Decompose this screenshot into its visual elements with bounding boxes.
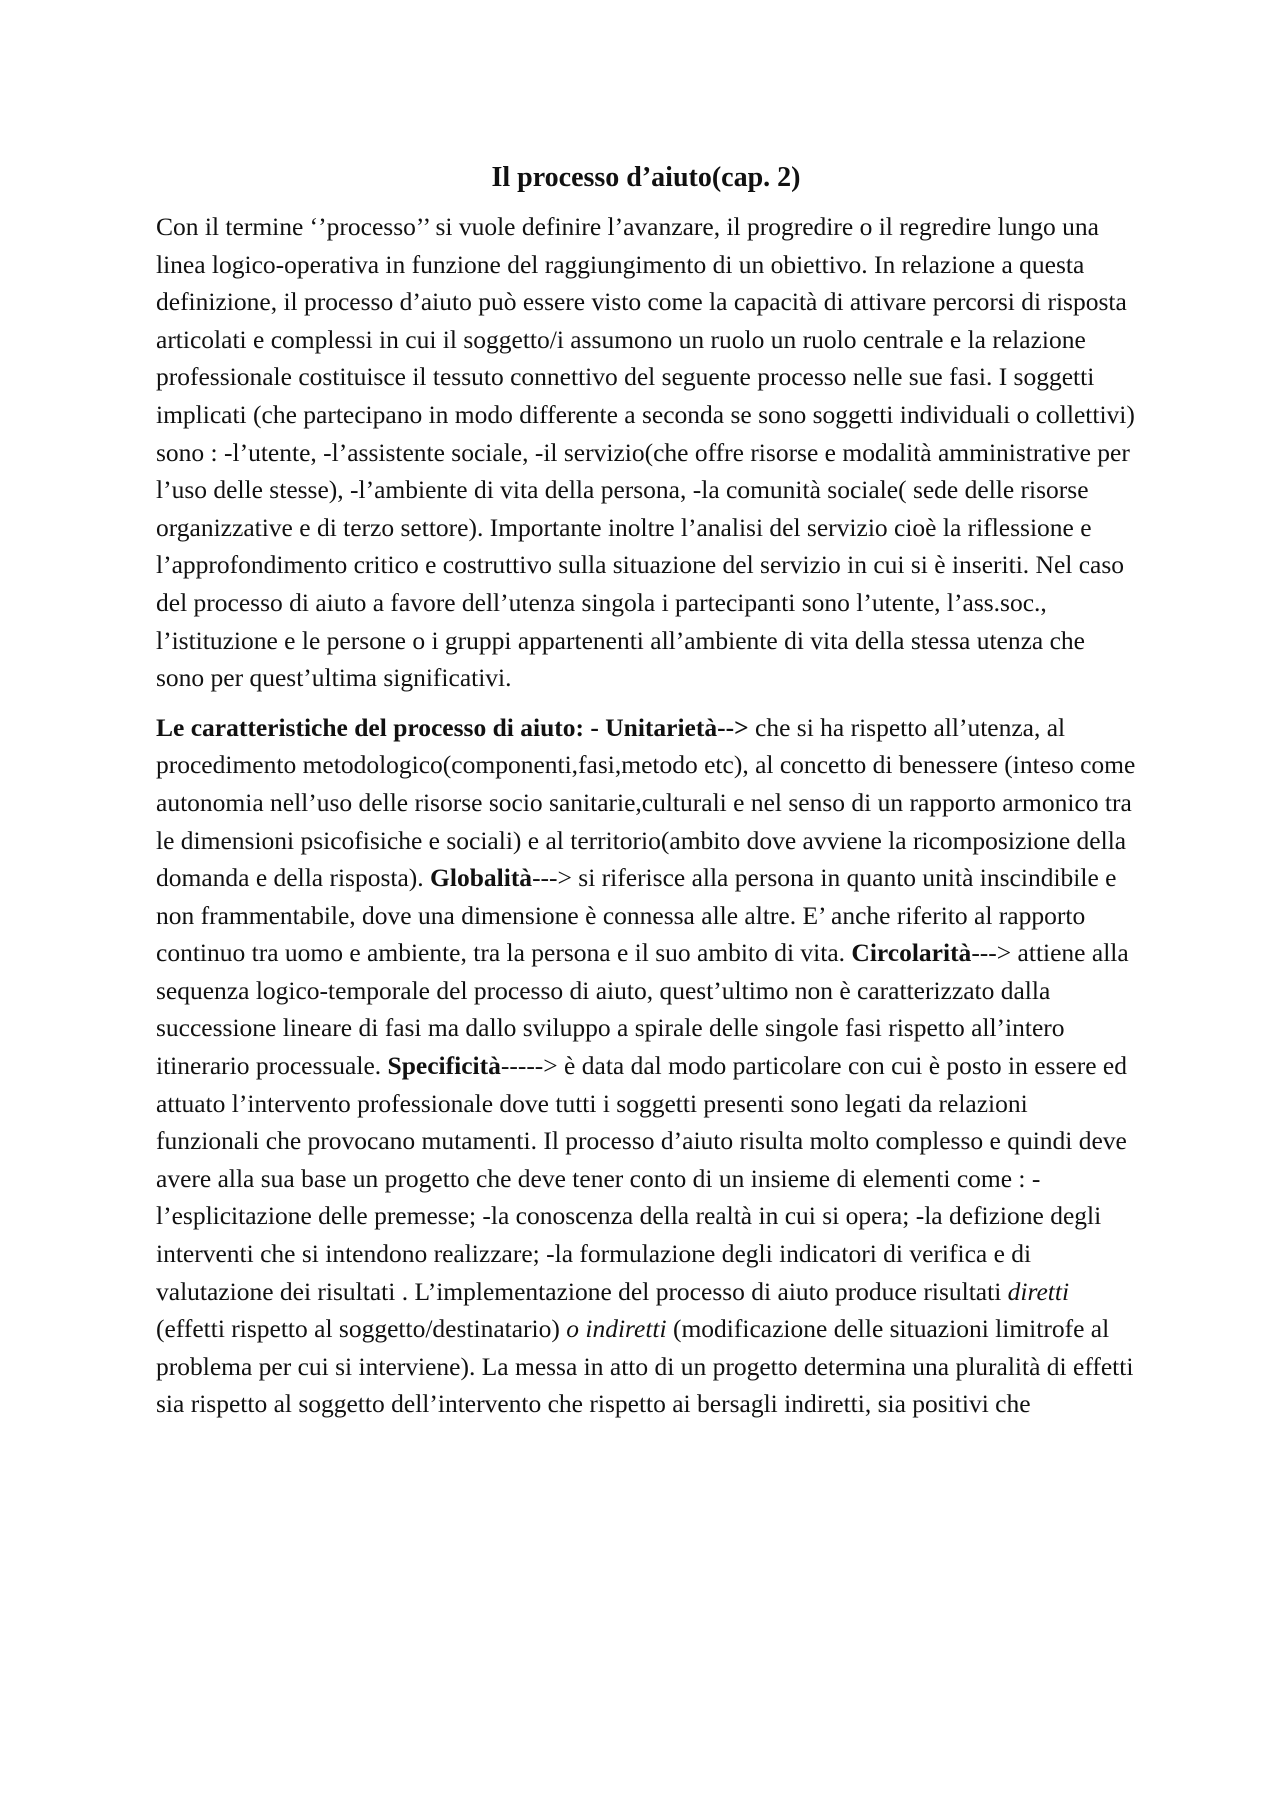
bold-term-globalita: Globalità — [430, 863, 533, 893]
document-title: Il processo d’aiuto(cap. 2) — [491, 162, 801, 193]
paragraph-characteristics — [156, 709, 1136, 1423]
italic-term-indiretti: o indiretti — [566, 1314, 667, 1344]
text-segment: (modificazione delle situazioni limitrofe al problema per cui si interviene). La messa in atto di un progetto determina una pluralità di effetti sia rispetto al soggetto dell’intervento che rispetto ai bersagli indiretti, sia positivi che — [156, 1314, 1134, 1419]
text-segment: ---> attiene alla sequenza logico-temporale del processo di aiuto, quest’ultimo non è caratterizzato dalla successione lineare di fasi ma dallo sviluppo a spirale delle singole fasi rispetto all’intero itinerario processuale. — [156, 938, 1129, 1081]
text-segment: -----> è data dal modo particolare con cui è posto in essere ed attuato l’intervento professionale dove tutti i soggetti presenti sono legati da relazioni funzionali che provocano mutamenti. Il processo d’aiuto risulta molto complesso e quindi deve avere alla sua base un progetto che deve tener conto di un insieme di elementi come : - l’esplicitazione delle premesse; -la conoscenza della realtà in cui si opera; -la defizione degli interventi che si intendono realizzare; -la formulazione degli indicatori di verifica e di valutazione dei risultati . L’implementazione del processo di aiuto produce risultati — [156, 1051, 1127, 1306]
bold-term-specificita: Specificità — [387, 1051, 501, 1081]
bold-term-circolarita: Circolarità — [851, 938, 972, 968]
text-segment: che si ha rispetto all’utenza, al procedimento metodologico(componenti,fasi,metodo etc), al concetto di benessere (inteso come autonomia nell’uso delle risorse socio sanitarie,culturali e nel senso di un rapporto armonico tra le dimensioni psicofisiche e sociali) e al territorio(ambito dove avviene la ricomposizione della domanda e della risposta). — [156, 712, 1136, 893]
text-segment: ---> si riferisce alla persona in quanto unità inscindibile e non frammentabile, dove una dimensione è connessa alle altre. E’ anche riferito al rapporto continuo tra uomo e ambiente, tra la persona e il suo ambito di vita. — [156, 863, 1117, 968]
document-page — [156, 158, 1136, 1423]
italic-term-diretti: diretti — [1007, 1276, 1070, 1306]
bold-heading-unitarieta: Le caratteristiche del processo di aiuto: - Unitarietà--> — [156, 712, 749, 742]
paragraph-intro: Con il termine ‘’processo’’ si vuole definire l’avanzare, il progredire o il regredire lungo una linea logico-operativa in funzione del raggiungimento di un obiettivo. In relazione a questa definizione, il processo d’aiuto può essere visto come la capacità di attivare percorsi di risposta articolati e complessi in cui il soggetto/i assumono un ruolo un ruolo centrale e la relazione professionale costituisce il tessuto connettivo del seguente processo nelle sue fasi. I soggetti implicati (che partecipano in modo differente a seconda se sono soggetti individuali o collettivi) sono : -l’utente, -l’assistente sociale, -il servizio(che offre risorse e modalità amministrative per l’uso delle stesse), -l’ambiente di vita della persona, -la comunità sociale( sede delle risorse organizzative e di terzo settore). Importante inoltre l’analisi del servizio cioè la riflessione e l’approfondimento critico e costruttivo sulla situazione del servizio in cui si è inseriti. Nel caso del processo di aiuto a favore dell’utenza singola i partecipanti sono l’utente, l’ass.soc., l’istituzione e le persone o i gruppi appartenenti all’ambiente di vita della stessa utenza che sono per quest’ultima significativi. — [156, 212, 1135, 693]
text-segment: (effetti rispetto al soggetto/destinatario) — [156, 1314, 567, 1344]
